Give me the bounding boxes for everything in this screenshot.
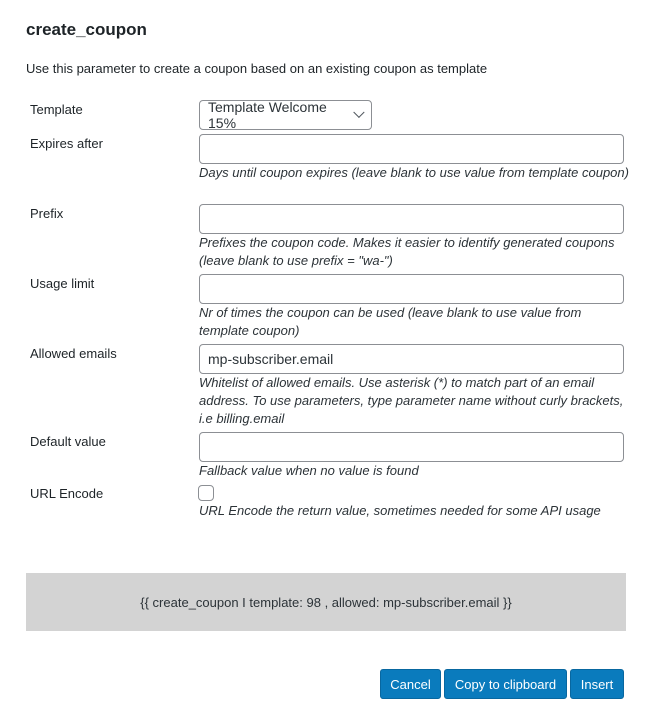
prefix-label: Prefix bbox=[30, 206, 64, 221]
allowed-emails-description: Whitelist of allowed emails. Use asterisk (*) to match part of an email address. To use parameters, type parameter name without curly brackets, i.e billing.email bbox=[199, 375, 624, 426]
expires-after-label: Expires after bbox=[30, 136, 103, 151]
chevron-down-icon bbox=[354, 107, 365, 118]
shortcode-preview-text: {{ create_coupon I template: 98 , allowed: mp-subscriber.email }} bbox=[140, 594, 512, 610]
dialog-intro: Use this parameter to create a coupon based on an existing coupon as template bbox=[26, 61, 488, 76]
prefix-input[interactable] bbox=[199, 204, 624, 234]
url-encode-checkbox[interactable] bbox=[198, 485, 214, 501]
prefix-description: Prefixes the coupon code. Makes it easier to identify generated coupons (leave blank to use prefix = "wa-") bbox=[199, 235, 615, 268]
default-value-description: Fallback value when no value is found bbox=[199, 463, 419, 478]
insert-button[interactable]: Insert bbox=[570, 669, 624, 699]
cancel-button[interactable]: Cancel bbox=[380, 669, 441, 699]
template-select[interactable] bbox=[199, 100, 372, 130]
url-encode-description: URL Encode the return value, sometimes needed for some API usage bbox=[199, 503, 601, 518]
allowed-emails-label: Allowed emails bbox=[30, 346, 117, 361]
default-value-label: Default value bbox=[30, 434, 106, 449]
template-label: Template bbox=[30, 102, 83, 117]
usage-limit-label: Usage limit bbox=[30, 276, 95, 291]
allowed-emails-input[interactable] bbox=[199, 344, 624, 374]
dialog-title: create_coupon bbox=[26, 20, 147, 39]
shortcode-preview bbox=[26, 573, 626, 631]
url-encode-label: URL Encode bbox=[30, 486, 104, 501]
expires-after-input[interactable] bbox=[199, 134, 624, 164]
default-value-input[interactable] bbox=[199, 432, 624, 462]
copy-to-clipboard-button[interactable]: Copy to clipboard bbox=[444, 669, 567, 699]
usage-limit-input[interactable] bbox=[199, 274, 624, 304]
template-selected-value: Template Welcome 15% bbox=[208, 99, 327, 131]
usage-limit-description: Nr of times the coupon can be used (leave blank to use value from template coupon) bbox=[199, 305, 582, 338]
expires-after-description: Days until coupon expires (leave blank to use value from template coupon) bbox=[199, 165, 629, 180]
